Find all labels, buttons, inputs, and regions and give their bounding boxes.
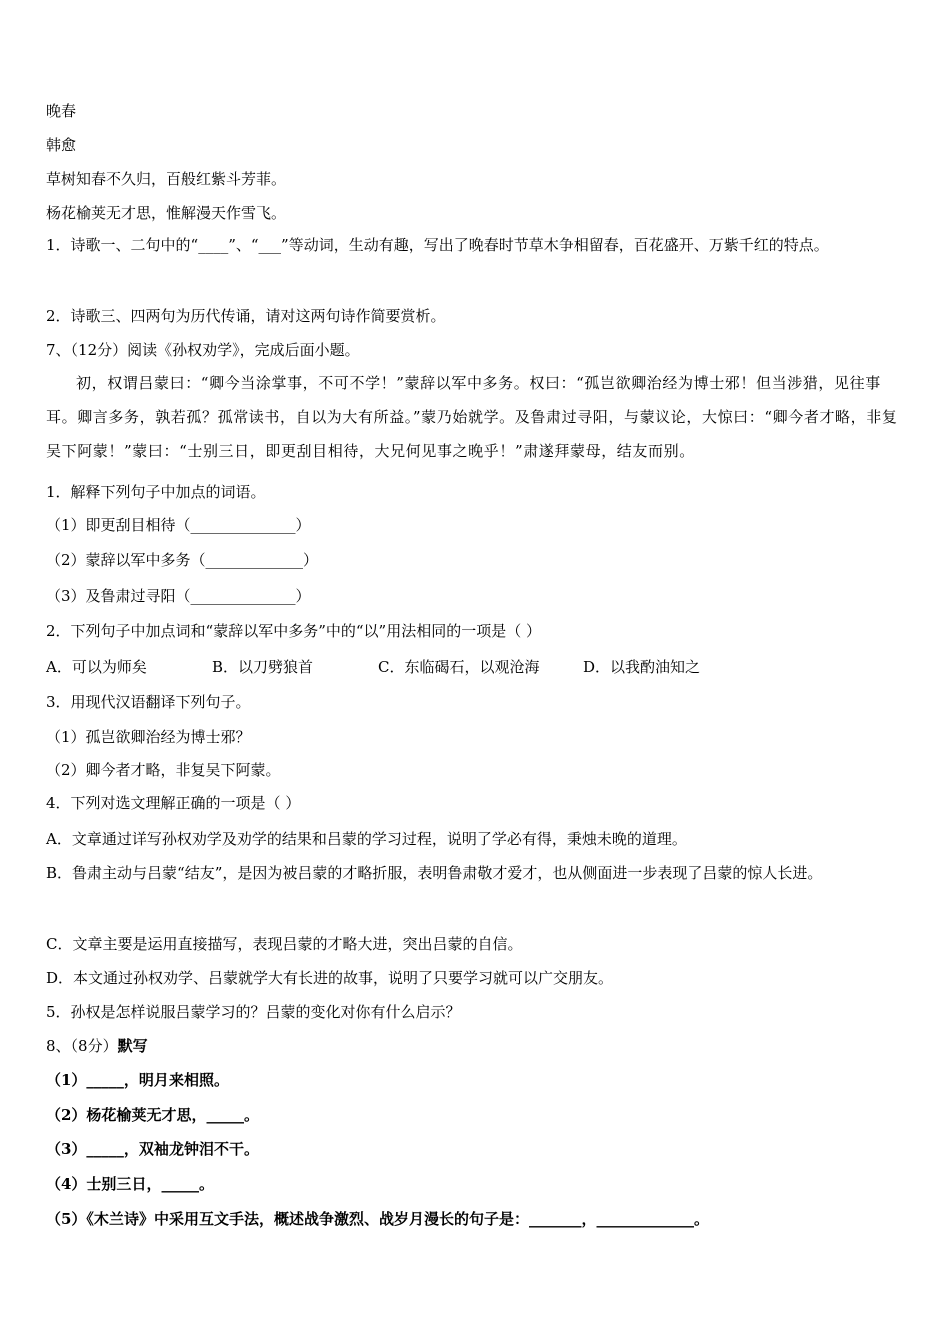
q8-item-2: （2）杨花榆荚无才思，_____。 (46, 1106, 259, 1124)
poem-title: 晚春 (46, 102, 77, 120)
q8-item-5: （5）《木兰诗》中采用互文手法，概述战争激烈、战岁月漫长的句子是：_______，_____________。 (46, 1210, 709, 1228)
option-c: C．东临碣石，以观沧海 (378, 658, 540, 676)
q8-item-4: （4）士别三日，_____。 (46, 1175, 214, 1193)
q7-s3-b: （2）卿今者才略，非复吴下阿蒙。 (46, 761, 281, 779)
q8-header (46, 1036, 148, 1056)
q7-header: 7、（12分）阅读《孙权劝学》，完成后面小题。 (46, 341, 360, 359)
q6-item-2: 2．诗歌三、四两句为历代传诵，请对这两句诗作简要赏析。 (46, 307, 446, 325)
q7-s3-stem: 3．用现代汉语翻译下列句子。 (46, 693, 251, 711)
q7-s1-c: （3）及鲁肃过寻阳（______________） (46, 587, 311, 605)
poem-line-2: 杨花榆荚无才思，惟解漫天作雪飞。 (46, 204, 287, 222)
q7-s1-a: （1）即更刮目相待（______________） (46, 516, 311, 534)
q7-passage: 初，权谓吕蒙曰：“卿今当涂掌事，不可不学！”蒙辞以军中多务。权曰：“孤岂欲卿治经为博士邪！但当涉猎，见往事耳。卿言多务，孰若孤？孤常读书，自以为大有所益。”蒙乃始就学。及鲁肃过寻阳，与蒙议论，大惊曰：“卿今者才略，非复吴下阿蒙！”蒙曰：“士别三日，即更刮目相待，大兄何见事之晚乎！”肃遂拜蒙母，结友而别。 (46, 374, 898, 460)
q8-header-prefix: 8、（8分） (46, 1037, 118, 1055)
q8-item-1: （1）_____，明月来相照。 (46, 1071, 229, 1089)
poem-line-1: 草树知春不久归，百般红紫斗芳菲。 (46, 170, 287, 188)
option-a: A．可以为师矣 (46, 658, 147, 676)
q8-header-title: 默写 (117, 1037, 148, 1055)
q7-s4-c: C．文章主要是运用直接描写，表现吕蒙的才略大进，突出吕蒙的自信。 (46, 935, 523, 953)
q7-s4-d: D．本文通过孙权劝学、吕蒙就学大有长进的故事，说明了只要学习就可以广交朋友。 (46, 969, 614, 987)
option-d: D．以我酌油知之 (583, 658, 701, 676)
q7-s4-a: A．文章通过详写孙权劝学及劝学的结果和吕蒙的学习过程，说明了学必有得，秉烛未晚的道理。 (46, 830, 687, 848)
q7-s2-options (46, 657, 700, 677)
q7-s1-b: （2）蒙辞以军中多务（_____________） (46, 551, 319, 569)
q7-s5-stem: 5．孙权是怎样说服吕蒙学习的？吕蒙的变化对你有什么启示？ (46, 1003, 461, 1021)
q7-s4-stem: 4．下列对选文理解正确的一项是（ ） (46, 794, 301, 812)
q7-s3-a: （1）孤岂欲卿治经为博士邪？ (46, 728, 251, 746)
q6-item-1: 1．诗歌一、二句中的“____”、“___”等动词，生动有趣，写出了晚春时节草木争相留春，百花盛开、万紫千红的特点。 (46, 236, 829, 254)
q7-s1-stem: 1．解释下列句子中加点的词语。 (46, 483, 266, 501)
q8-item-3: （3）_____，双袖龙钟泪不干。 (46, 1140, 259, 1158)
q7-s4-b: B．鲁肃主动与吕蒙“结友”，是因为被吕蒙的才略折服，表明鲁肃敬才爱才，也从侧面进一步表现了吕蒙的惊人长进。 (46, 864, 823, 882)
q7-s2-stem: 2．下列句子中加点词和“蒙辞以军中多务”中的“以”用法相同的一项是（ ） (46, 622, 541, 640)
option-b: B．以刀劈狼首 (212, 658, 314, 676)
poem-author: 韩愈 (46, 136, 77, 154)
